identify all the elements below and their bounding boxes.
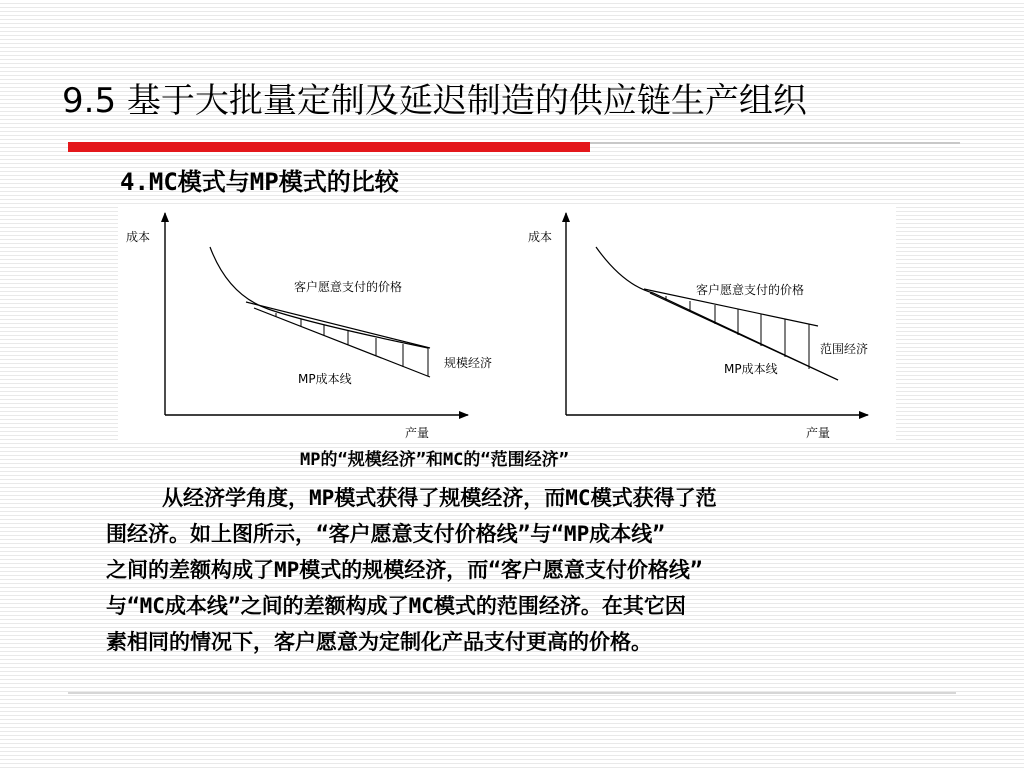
mc-y-label: 成本: [528, 230, 553, 244]
figure-caption: MP的“规模经济”和MC的“范围经济”: [300, 450, 569, 470]
slide-title: 9.5 基于大批量定制及延迟制造的供应链生产组织: [62, 81, 807, 121]
mc-cost-label: MP成本线: [724, 362, 778, 376]
mp-price-label: 客户愿意支付的价格: [294, 280, 403, 294]
mc-cost-curve: [596, 247, 838, 380]
body-line-5: 素相同的情况下，客户愿意为定制化产品支付更高的价格。: [106, 630, 652, 654]
mp-gap-label: 规模经济: [444, 356, 493, 370]
title-rule: [590, 142, 960, 144]
body-line-1: 从经济学角度，MP模式获得了规模经济，而MC模式获得了范: [162, 486, 717, 510]
mp-y-label: 成本: [126, 230, 151, 244]
body-line-2: 围经济。如上图所示，“客户愿意支付价格线”与“MP成本线”: [106, 522, 665, 546]
mc-x-label: 产量: [806, 426, 831, 440]
body-line-3: 之间的差额构成了MP模式的规模经济，而“客户愿意支付价格线”: [106, 558, 703, 582]
mc-gap-label: 范围经济: [820, 342, 869, 356]
section-subtitle: 4.MC模式与MP模式的比较: [120, 168, 399, 196]
mp-x-label: 产量: [405, 426, 430, 440]
comparison-diagram: [118, 205, 896, 443]
mc-price-label: 客户愿意支付的价格: [696, 283, 805, 297]
mp-chart: [126, 213, 492, 440]
mc-gap-hatching: [666, 296, 809, 369]
mp-cost-label: MP成本线: [298, 372, 352, 386]
mc-chart: [528, 213, 868, 440]
bottom-rule: [68, 692, 956, 694]
comparison-figure: [118, 205, 896, 443]
title-accent-bar: [68, 142, 590, 152]
body-paragraph: [106, 480, 906, 660]
body-line-4: 与“MC成本线”之间的差额构成了MC模式的范围经济。在其它因: [106, 594, 686, 618]
mp-gap-hatching: [276, 313, 428, 376]
